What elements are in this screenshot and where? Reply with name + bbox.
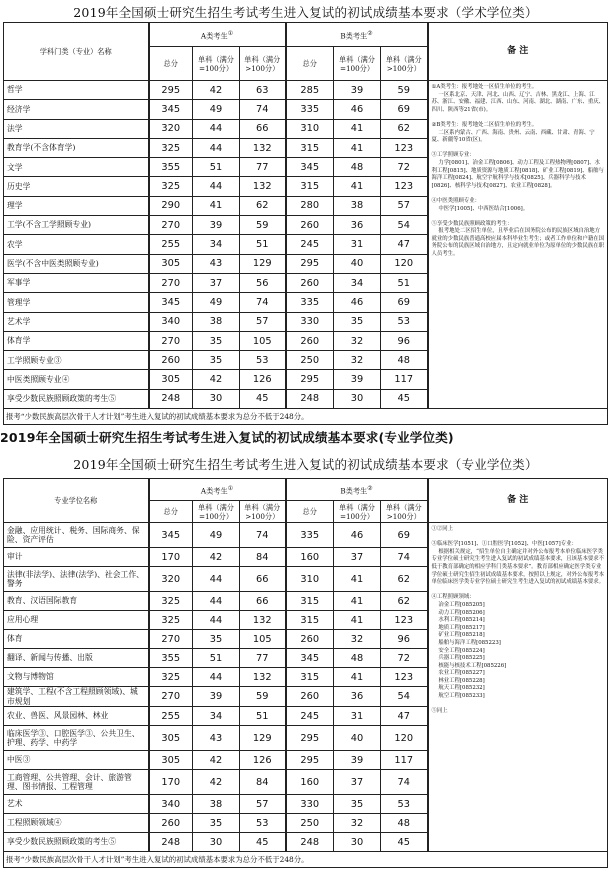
cell-a-s2: 132	[240, 668, 286, 687]
cell-b-s1: 41	[334, 592, 381, 611]
header-notes: 备 注	[428, 479, 608, 523]
cell-b-s2: 72	[381, 158, 428, 177]
cell-a-s1: 44	[193, 119, 240, 138]
cell-b-s1: 39	[334, 81, 381, 100]
cell-a-s2: 126	[240, 370, 286, 389]
row-name: 享受少数民族照顾政策的考生⑤	[4, 833, 149, 852]
cell-b-total: 315	[286, 177, 334, 196]
cell-a-s2: 84	[240, 548, 286, 567]
cell-b-s2: 54	[381, 687, 428, 707]
row-name: 文物与博物馆	[4, 668, 149, 687]
cell-a-total: 170	[149, 548, 193, 567]
cell-b-s2: 54	[381, 216, 428, 235]
row-name: 法学	[4, 119, 149, 138]
cell-b-s1: 30	[334, 833, 381, 852]
header-b-total: 总分	[286, 47, 334, 81]
cell-b-s1: 39	[334, 370, 381, 389]
cell-a-s2: 66	[240, 567, 286, 592]
cell-a-s1: 44	[193, 567, 240, 592]
row-name: 审计	[4, 548, 149, 567]
cell-b-s2: 45	[381, 833, 428, 852]
cell-a-total: 325	[149, 611, 193, 630]
cell-b-s2: 51	[381, 273, 428, 292]
cell-b-s2: 117	[381, 751, 428, 770]
row-name: 工学(不含工学照顾专业)	[4, 216, 149, 235]
cell-a-s1: 43	[193, 254, 240, 273]
cell-b-s1: 31	[334, 707, 381, 726]
cell-a-total: 355	[149, 158, 193, 177]
cell-a-s2: 45	[240, 833, 286, 852]
cell-a-s1: 44	[193, 592, 240, 611]
cell-a-s1: 44	[193, 138, 240, 157]
cell-a-total: 270	[149, 687, 193, 707]
cell-a-s1: 51	[193, 158, 240, 177]
cell-a-s2: 129	[240, 254, 286, 273]
section1-title: 2019年全国硕士研究生招生考试考生进入复试的初试成绩基本要求（学术学位类）	[73, 5, 538, 20]
cell-a-s2: 63	[240, 81, 286, 100]
header-name: 专业学位名称	[4, 479, 149, 523]
cell-a-s2: 66	[240, 119, 286, 138]
cell-b-s2: 47	[381, 707, 428, 726]
cell-a-s1: 34	[193, 707, 240, 726]
cell-a-s1: 34	[193, 235, 240, 254]
table-footnote: 报考“少数民族高层次骨干人才计划”考生进入复试的初试成绩基本要求为总分不低于248分。	[4, 409, 608, 425]
header-name: 学科门类（专业）名称	[4, 23, 149, 81]
row-name: 历史学	[4, 177, 149, 196]
header-a-single-over100: 单科（满分>100分）	[240, 47, 286, 81]
table-row	[4, 81, 608, 100]
cell-b-s1: 34	[334, 273, 381, 292]
cell-a-total: 270	[149, 630, 193, 649]
row-name: 工程照顾领域④	[4, 814, 149, 833]
row-name: 医学(不含中医类照顾专业)	[4, 254, 149, 273]
cell-a-s1: 43	[193, 726, 240, 751]
cell-a-total: 340	[149, 312, 193, 331]
cell-a-total: 290	[149, 196, 193, 215]
row-name: 哲学	[4, 81, 149, 100]
cell-a-s2: 62	[240, 196, 286, 215]
cell-a-total: 305	[149, 751, 193, 770]
cell-b-s1: 41	[334, 611, 381, 630]
cell-a-s1: 30	[193, 833, 240, 852]
cell-a-total: 325	[149, 177, 193, 196]
row-name: 教育、汉语国际教育	[4, 592, 149, 611]
table-row	[4, 523, 608, 548]
cell-b-s1: 48	[334, 649, 381, 668]
cell-b-s1: 41	[334, 138, 381, 157]
section2-bold-title: 2019年全国硕士研究生招生考试考生进入复试的初试成绩基本要求(专业学位类)	[0, 430, 454, 445]
cell-b-s1: 36	[334, 687, 381, 707]
cell-a-s1: 39	[193, 216, 240, 235]
cell-b-s1: 41	[334, 567, 381, 592]
cell-a-s1: 35	[193, 814, 240, 833]
cell-a-s2: 59	[240, 216, 286, 235]
row-name: 体育学	[4, 331, 149, 350]
notes-cell: ①A类考生：报考地处一区招生单位的考生。 一区系北京、天津、河北、山西、辽宁、吉林、黑龙江、上海、江苏、浙江、安徽、福建、江西、山东、河南、湖北、湖南、广东、重庆、四川、陕西等21省(市)。 ②B类考生：报考地处二区招生单位的考生。 二区系内蒙古、广西、海南、贵州、云南、西藏、甘肃、青海、宁夏、新疆等10省(区)。 ③工学照顾专业： 力学[0801]、冶金工程[0806]、动力工程及工程热物理[0807]、水利工程[0815]、地质资源与地质工程[0818]、矿业工程[0819]、船舶与海洋工程[0824]、航空宇航科学与技术[0825]、兵器科学与技术[0826]、核科学与技术[0827]、农业工程[0828]。 ④中医类照顾专业： 中医学[1005]、中西医结合[1006]。 ⑤享受少数民族照顾政策的考生： 报考地处二区招生单位，且毕业后在国务院公布的民族区域自治地方就业的少数民族普通高校应届本科毕业生考生；或者工作单位和户籍在国务院公布的民族区域自治地方，且定向就业单位为原单位的少数民族在职人员考生。	[428, 81, 608, 409]
header-a-total: 总分	[149, 47, 193, 81]
cell-b-s2: 59	[381, 81, 428, 100]
cell-a-s1: 35	[193, 351, 240, 370]
cell-a-s2: 74	[240, 293, 286, 312]
cell-a-total: 255	[149, 235, 193, 254]
cell-b-s2: 48	[381, 814, 428, 833]
cell-b-s1: 30	[334, 389, 381, 408]
cell-a-s2: 105	[240, 331, 286, 350]
cell-a-s2: 132	[240, 611, 286, 630]
cell-a-total: 270	[149, 331, 193, 350]
cell-a-total: 170	[149, 770, 193, 795]
cell-b-s1: 37	[334, 770, 381, 795]
row-name: 建筑学、工程(不含工程照顾领域)、城市规划	[4, 687, 149, 707]
cell-b-total: 315	[286, 138, 334, 157]
cell-a-s2: 84	[240, 770, 286, 795]
cell-b-s2: 123	[381, 668, 428, 687]
cell-b-total: 260	[286, 687, 334, 707]
cell-a-total: 295	[149, 81, 193, 100]
cell-a-s1: 42	[193, 770, 240, 795]
header-a-single100: 单科（满分=100分）	[193, 501, 240, 523]
row-name: 翻译、新闻与传播、出版	[4, 649, 149, 668]
cell-b-total: 160	[286, 548, 334, 567]
cell-a-s1: 37	[193, 273, 240, 292]
row-name: 管理学	[4, 293, 149, 312]
cell-a-s1: 44	[193, 611, 240, 630]
cell-b-s2: 53	[381, 795, 428, 814]
header-b-single100: 单科（满分=100分）	[334, 501, 381, 523]
cell-b-total: 315	[286, 668, 334, 687]
header-notes: 备 注	[428, 23, 608, 81]
cell-b-s1: 31	[334, 235, 381, 254]
cell-b-total: 315	[286, 611, 334, 630]
cell-b-s1: 32	[334, 630, 381, 649]
cell-b-total: 250	[286, 351, 334, 370]
cell-b-s1: 41	[334, 119, 381, 138]
cell-b-s1: 37	[334, 548, 381, 567]
cell-b-s1: 40	[334, 254, 381, 273]
cell-b-s1: 48	[334, 158, 381, 177]
header-a-single100: 单科（满分=100分）	[193, 47, 240, 81]
row-name: 经济学	[4, 100, 149, 119]
cell-b-s2: 69	[381, 100, 428, 119]
cell-b-total: 260	[286, 331, 334, 350]
cell-b-s1: 41	[334, 177, 381, 196]
cell-b-total: 310	[286, 567, 334, 592]
cell-a-s2: 59	[240, 687, 286, 707]
notes-cell: ①②同上 ③临床医学[1051]、①口腔医学[1052]、中医[1057]专业： 根据相关规定，“招生单位自主确定并对外公布报考本单位临床医学类专业学位硕士研究生考生进入复试的初试成绩基本要求，且该基本要求不低于教育部确定的相应学科门类基本要求”。教育部相应确定医学类专业学位硕士研究生招生初试成绩基本要求，按照以上规定，对外公布报考本单位临床医学类专业学位硕士研究生考生进入复试的初试成绩基本要求。 ④工程照顾领域： 冶金工程[085205] 动力工程[085206] 水利工程[085214] 地质工程[085217] 矿业工程[085218] 船舶与海洋工程[085223] 安全工程[085224] 兵器工程[085225] 核能与核技术工程[085226] 农业工程[085227] 林业工程[085228] 航天工程[085232] 航空工程[085233] ⑤同上	[428, 523, 608, 852]
cell-a-total: 305	[149, 726, 193, 751]
cell-b-s2: 120	[381, 254, 428, 273]
cell-b-s2: 123	[381, 611, 428, 630]
cell-a-s1: 42	[193, 81, 240, 100]
row-name: 法律(非法学)、法律(法学)、社会工作、警务	[4, 567, 149, 592]
cell-a-total: 340	[149, 795, 193, 814]
cell-a-s1: 38	[193, 312, 240, 331]
cell-a-s2: 56	[240, 273, 286, 292]
cell-b-s1: 32	[334, 331, 381, 350]
cell-b-total: 345	[286, 649, 334, 668]
row-name: 中医③	[4, 751, 149, 770]
cell-a-s1: 51	[193, 649, 240, 668]
cell-a-s2: 74	[240, 100, 286, 119]
cell-b-s1: 46	[334, 293, 381, 312]
cell-a-s2: 126	[240, 751, 286, 770]
row-name: 教育学(不含体育学)	[4, 138, 149, 157]
cell-a-s2: 53	[240, 351, 286, 370]
cell-b-total: 315	[286, 592, 334, 611]
cell-a-s2: 66	[240, 592, 286, 611]
cell-a-s1: 35	[193, 630, 240, 649]
table-footnote: 报考“少数民族高层次骨干人才计划”考生进入复试的初试成绩基本要求为总分不低于248分。	[4, 852, 608, 868]
row-name: 农业、兽医、风景园林、林业	[4, 707, 149, 726]
cell-b-s2: 72	[381, 649, 428, 668]
cell-b-s2: 117	[381, 370, 428, 389]
cell-b-s2: 120	[381, 726, 428, 751]
cell-a-s1: 30	[193, 389, 240, 408]
cell-a-s1: 39	[193, 687, 240, 707]
cell-a-s2: 53	[240, 814, 286, 833]
cell-b-total: 160	[286, 770, 334, 795]
header-a-single-over100: 单科（满分>100分）	[240, 501, 286, 523]
cell-a-s1: 38	[193, 795, 240, 814]
cell-a-s2: 51	[240, 235, 286, 254]
cell-a-total: 345	[149, 523, 193, 548]
row-name: 应用心理	[4, 611, 149, 630]
cell-b-total: 335	[286, 293, 334, 312]
cell-b-s2: 123	[381, 177, 428, 196]
cell-a-total: 260	[149, 351, 193, 370]
cell-a-s2: 77	[240, 158, 286, 177]
cell-b-s2: 74	[381, 548, 428, 567]
cell-a-total: 345	[149, 100, 193, 119]
cell-a-s2: 51	[240, 707, 286, 726]
row-name: 农学	[4, 235, 149, 254]
professional-table	[3, 478, 608, 868]
row-name: 艺术学	[4, 312, 149, 331]
cell-a-total: 248	[149, 833, 193, 852]
cell-a-total: 325	[149, 668, 193, 687]
cell-a-s1: 42	[193, 548, 240, 567]
row-name: 享受少数民族照顾政策的考生⑤	[4, 389, 149, 408]
cell-a-s2: 74	[240, 523, 286, 548]
cell-b-s2: 62	[381, 592, 428, 611]
academic-table	[3, 22, 608, 425]
header-group-b: B类考生②	[286, 23, 428, 47]
cell-b-s1: 46	[334, 100, 381, 119]
cell-b-s2: 96	[381, 630, 428, 649]
row-name: 临床医学③、口腔医学③、公共卫生、护理、药学、中药学	[4, 726, 149, 751]
cell-b-total: 245	[286, 235, 334, 254]
cell-a-s1: 35	[193, 331, 240, 350]
cell-a-s2: 57	[240, 795, 286, 814]
cell-b-total: 260	[286, 216, 334, 235]
cell-b-s1: 39	[334, 751, 381, 770]
cell-a-total: 270	[149, 273, 193, 292]
cell-a-s1: 41	[193, 196, 240, 215]
cell-b-s1: 35	[334, 795, 381, 814]
header-b-single100: 单科（满分=100分）	[334, 47, 381, 81]
cell-a-s2: 77	[240, 649, 286, 668]
cell-a-s1: 49	[193, 100, 240, 119]
cell-b-s1: 32	[334, 814, 381, 833]
cell-b-total: 285	[286, 81, 334, 100]
cell-b-s2: 57	[381, 196, 428, 215]
cell-a-total: 325	[149, 138, 193, 157]
header-a-total: 总分	[149, 501, 193, 523]
cell-b-s2: 47	[381, 235, 428, 254]
cell-b-total: 335	[286, 523, 334, 548]
cell-b-s1: 38	[334, 196, 381, 215]
row-name: 文学	[4, 158, 149, 177]
cell-a-s1: 44	[193, 668, 240, 687]
header-group-a: A类考生①	[149, 479, 286, 501]
cell-b-total: 295	[286, 254, 334, 273]
cell-b-total: 280	[286, 196, 334, 215]
cell-b-total: 295	[286, 726, 334, 751]
cell-a-s2: 57	[240, 312, 286, 331]
cell-b-s1: 35	[334, 312, 381, 331]
cell-b-s2: 69	[381, 523, 428, 548]
cell-b-s2: 62	[381, 567, 428, 592]
cell-a-total: 260	[149, 814, 193, 833]
row-name: 工商管理、公共管理、会计、旅游管理、图书情报、工程管理	[4, 770, 149, 795]
cell-a-s2: 132	[240, 177, 286, 196]
cell-a-total: 270	[149, 216, 193, 235]
cell-b-total: 310	[286, 119, 334, 138]
section2-title: 2019年全国硕士研究生招生考试考生进入复试的初试成绩基本要求（专业学位类）	[73, 457, 538, 472]
header-b-total: 总分	[286, 501, 334, 523]
cell-a-s1: 42	[193, 370, 240, 389]
cell-b-s2: 74	[381, 770, 428, 795]
cell-b-total: 260	[286, 273, 334, 292]
cell-b-total: 260	[286, 630, 334, 649]
cell-b-s2: 69	[381, 293, 428, 312]
cell-a-s1: 49	[193, 293, 240, 312]
cell-b-total: 295	[286, 370, 334, 389]
cell-b-s1: 36	[334, 216, 381, 235]
cell-a-s2: 129	[240, 726, 286, 751]
row-name: 中医类照顾专业④	[4, 370, 149, 389]
cell-a-s1: 42	[193, 751, 240, 770]
row-name: 金融、应用统计、税务、国际商务、保险、资产评估	[4, 523, 149, 548]
cell-a-total: 320	[149, 119, 193, 138]
cell-b-total: 245	[286, 707, 334, 726]
row-name: 军事学	[4, 273, 149, 292]
cell-b-total: 335	[286, 100, 334, 119]
cell-a-total: 248	[149, 389, 193, 408]
cell-b-total: 250	[286, 814, 334, 833]
cell-b-s1: 40	[334, 726, 381, 751]
header-group-b: B类考生②	[286, 479, 428, 501]
cell-a-total: 320	[149, 567, 193, 592]
row-name: 艺术	[4, 795, 149, 814]
cell-a-total: 325	[149, 592, 193, 611]
cell-a-s2: 105	[240, 630, 286, 649]
cell-a-total: 255	[149, 707, 193, 726]
cell-a-total: 305	[149, 254, 193, 273]
header-b-single-over100: 单科（满分>100分）	[381, 501, 428, 523]
cell-b-s1: 46	[334, 523, 381, 548]
cell-a-total: 305	[149, 370, 193, 389]
row-name: 体育	[4, 630, 149, 649]
cell-b-s2: 96	[381, 331, 428, 350]
row-name: 工学照顾专业③	[4, 351, 149, 370]
cell-a-s1: 44	[193, 177, 240, 196]
cell-b-s2: 62	[381, 119, 428, 138]
cell-a-total: 345	[149, 293, 193, 312]
cell-b-total: 330	[286, 312, 334, 331]
header-b-single-over100: 单科（满分>100分）	[381, 47, 428, 81]
cell-b-s1: 32	[334, 351, 381, 370]
cell-b-s2: 45	[381, 389, 428, 408]
cell-b-s2: 53	[381, 312, 428, 331]
cell-b-total: 330	[286, 795, 334, 814]
cell-b-total: 248	[286, 389, 334, 408]
cell-a-s2: 132	[240, 138, 286, 157]
cell-a-s2: 45	[240, 389, 286, 408]
header-group-a: A类考生①	[149, 23, 286, 47]
cell-b-s2: 48	[381, 351, 428, 370]
cell-b-s2: 123	[381, 138, 428, 157]
cell-b-total: 345	[286, 158, 334, 177]
cell-b-s1: 41	[334, 668, 381, 687]
cell-a-s1: 49	[193, 523, 240, 548]
cell-b-total: 295	[286, 751, 334, 770]
cell-a-total: 355	[149, 649, 193, 668]
row-name: 理学	[4, 196, 149, 215]
cell-b-total: 248	[286, 833, 334, 852]
